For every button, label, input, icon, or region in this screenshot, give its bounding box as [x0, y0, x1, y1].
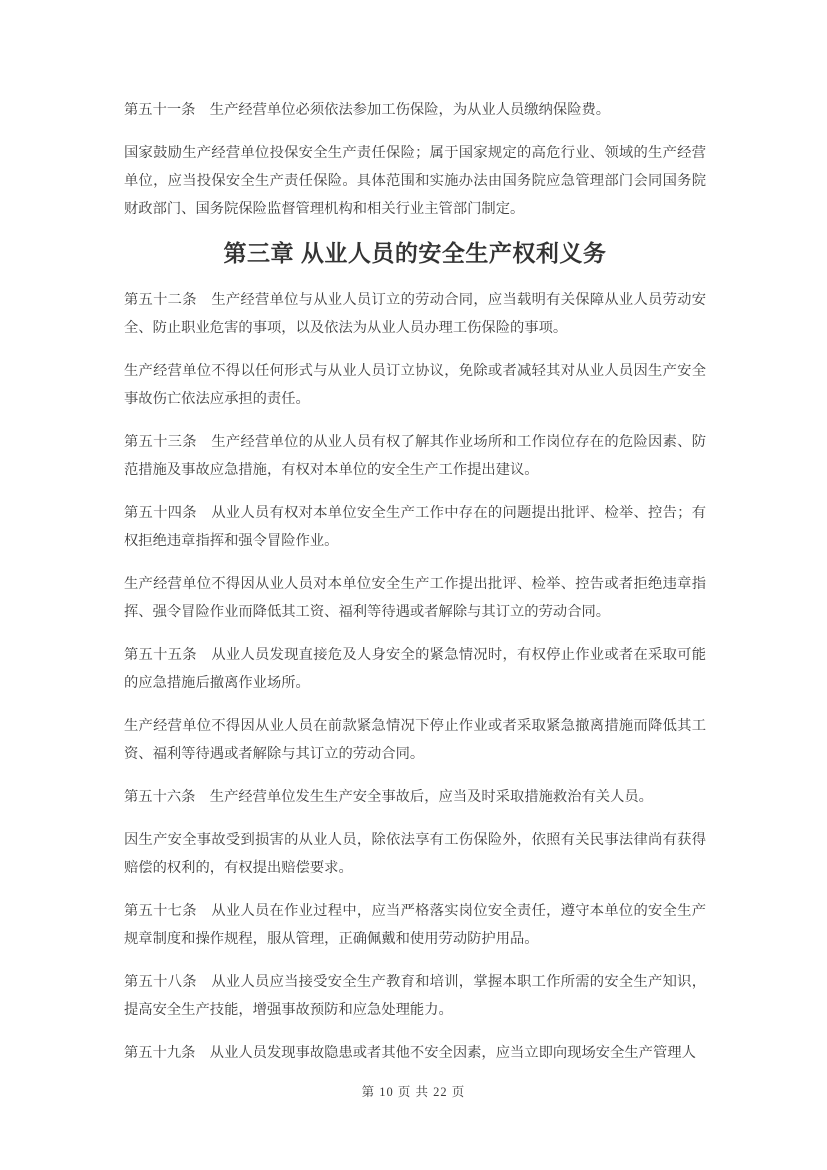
chapter-section [124, 286, 706, 1067]
body-paragraph: 国家鼓励生产经营单位投保安全生产责任保险；属于国家规定的高危行业、领域的生产经营单位，应当投保安全生产责任保险。具体范围和实施办法由国务院应急管理部门会同国务院财政部门、国务院保险监督管理机构和相关行业主管部门制定。 [124, 145, 706, 217]
body-paragraph: 第五十三条 生产经营单位的从业人员有权了解其作业场所和工作岗位存在的危险因素、防范措施及事故应急措施，有权对本单位的安全生产工作提出建议。 [124, 434, 706, 478]
body-paragraph: 生产经营单位不得因从业人员在前款紧急情况下停止作业或者采取紧急撤离措施而降低其工资、福利等待遇或者解除与其订立的劳动合同。 [124, 718, 706, 762]
body-paragraph: 第五十六条 生产经营单位发生生产安全事故后，应当及时采取措施救治有关人员。 [124, 789, 653, 805]
body-paragraph: 生产经营单位不得以任何形式与从业人员订立协议，免除或者减轻其对从业人员因生产安全事故伤亡依法应承担的责任。 [124, 363, 706, 407]
body-paragraph: 第五十八条 从业人员应当接受安全生产教育和培训，掌握本职工作所需的安全生产知识，提高安全生产技能，增强事故预防和应急处理能力。 [124, 974, 706, 1018]
document-body [124, 96, 706, 1082]
body-paragraph: 第五十九条 从业人员发现事故隐患或者其他不安全因素，应当立即向现场安全生产管理人 [124, 1045, 696, 1061]
body-paragraph: 生产经营单位不得因从业人员对本单位安全生产工作提出批评、检举、控告或者拒绝违章指挥、强令冒险作业而降低其工资、福利等待遇或者解除与其订立的劳动合同。 [124, 576, 706, 620]
intro-section [124, 96, 706, 223]
body-paragraph: 第五十一条 生产经营单位必须依法参加工伤保险，为从业人员缴纳保险费。 [124, 102, 611, 118]
chapter-heading: 第三章 从业人员的安全生产权利义务 [223, 240, 607, 266]
page-footer: 第 10 页 共 22 页 [361, 1085, 466, 1099]
body-paragraph: 第五十四条 从业人员有权对本单位安全生产工作中存在的问题提出批评、检举、控告；有权拒绝违章指挥和强令冒险作业。 [124, 505, 706, 549]
body-paragraph: 第五十二条 生产经营单位与从业人员订立的劳动合同，应当载明有关保障从业人员劳动安全、防止职业危害的事项，以及依法为从业人员办理工伤保险的事项。 [124, 292, 706, 336]
body-paragraph: 因生产安全事故受到损害的从业人员，除依法享有工伤保险外，依照有关民事法律尚有获得赔偿的权利的，有权提出赔偿要求。 [124, 832, 706, 876]
body-paragraph: 第五十七条 从业人员在作业过程中，应当严格落实岗位安全责任，遵守本单位的安全生产规章制度和操作规程，服从管理，正确佩戴和使用劳动防护用品。 [124, 903, 706, 947]
body-paragraph: 第五十五条 从业人员发现直接危及人身安全的紧急情况时，有权停止作业或者在采取可能的应急措施后撤离作业场所。 [124, 647, 706, 691]
